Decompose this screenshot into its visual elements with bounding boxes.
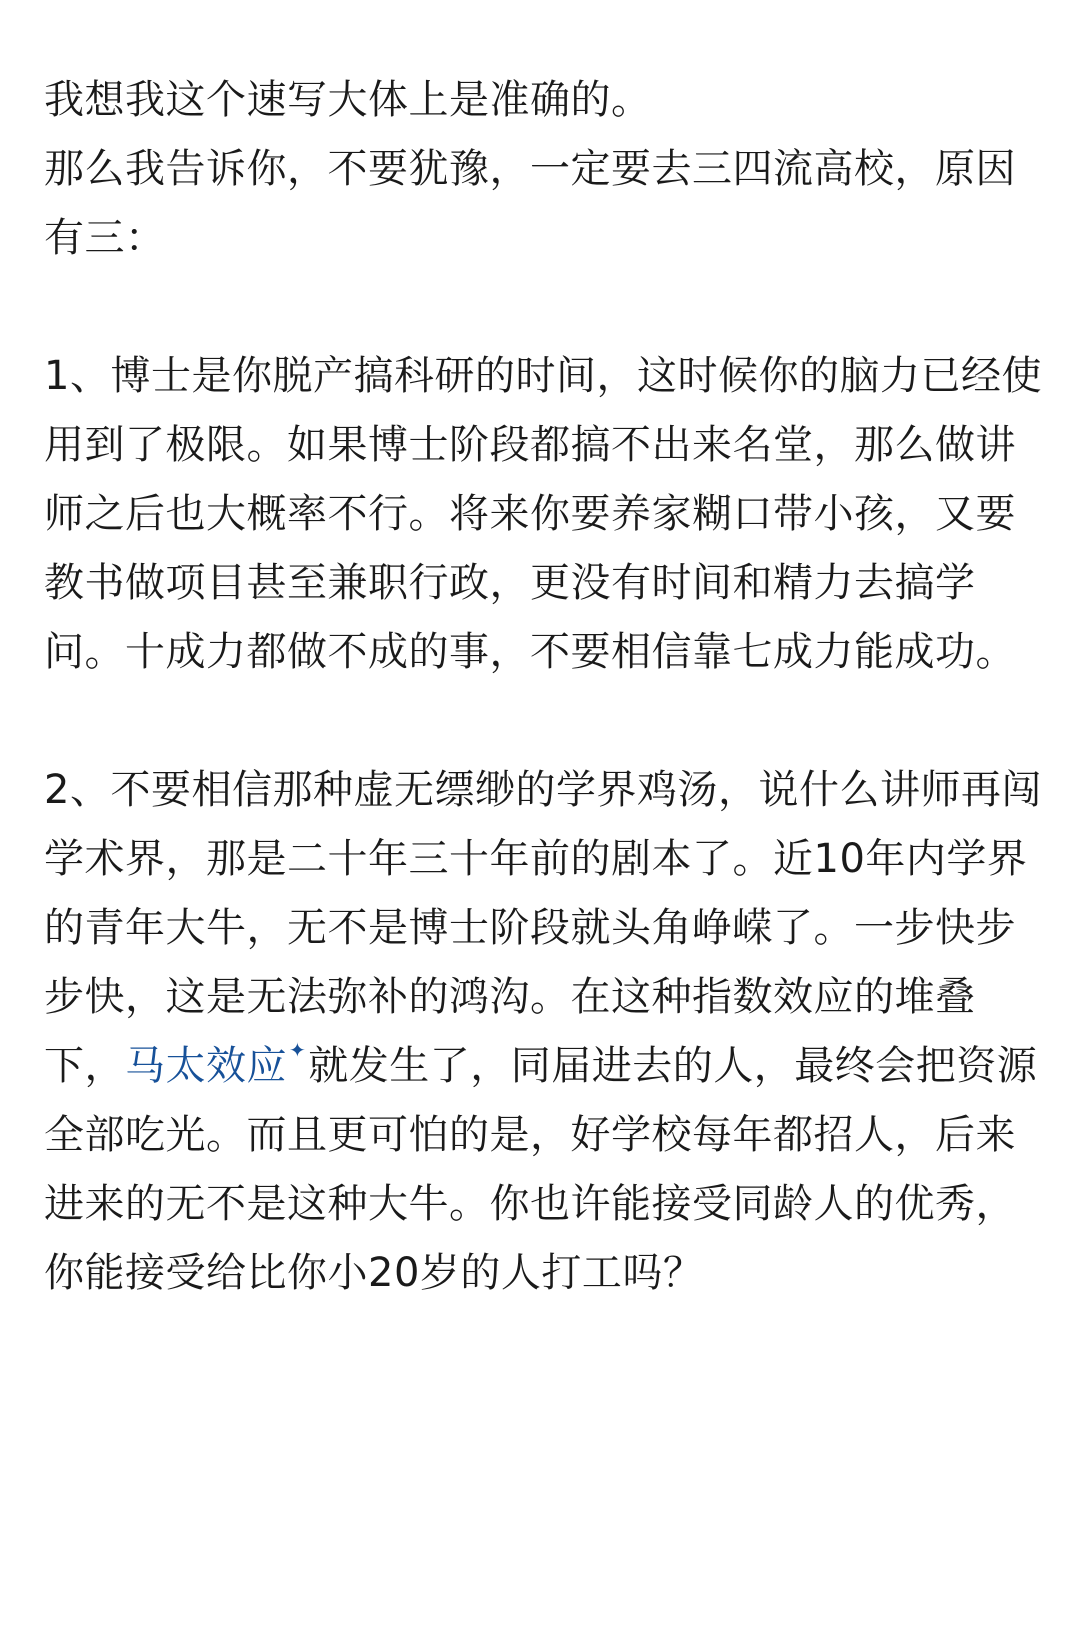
paragraph-intro: 我想我这个速写大体上是准确的。 [44,77,652,123]
reason-2-text-after: 就发生了，同届进去的人，最终会把资源全部吃光。而且更可怕的是，好学校每年都招人，后来进来的无不是这种大牛。你也许能接受同龄人的优秀，你能接受给比你小20岁的人打工吗？ [44,1043,1038,1296]
paragraph-reason-1: 1、博士是你脱产搞科研的时间，这时候你的脑力已经使用到了极限。如果博士阶段都搞不出来名堂，那么做讲师之后也大概率不行。将来你要养家糊口带小孩，又要教书做项目甚至兼职行政，更没有时间和精力去搞学问。十成力都做不成的事，不要相信靠七成力能成功。 [44,353,1042,675]
paragraph-advice: 那么我告诉你，不要犹豫，一定要去三四流高校，原因有三： [44,146,1016,261]
sparkle-icon[interactable]: ✦ [289,1038,307,1062]
paragraph-reason-2 [44,756,1050,1308]
reason-2-text-before: 2、不要相信那种虚无缥缈的学界鸡汤，说什么讲师再闯学术界，那是二十年三十年前的剧本了。近10年内学界的青年大牛，无不是博士阶段就头角峥嵘了。一步快步步快，这是无法弥补的鸿沟。在这种指数效应的堆叠下， [44,767,1042,1089]
matthew-effect-link[interactable]: 马太效应 [125,1043,287,1089]
